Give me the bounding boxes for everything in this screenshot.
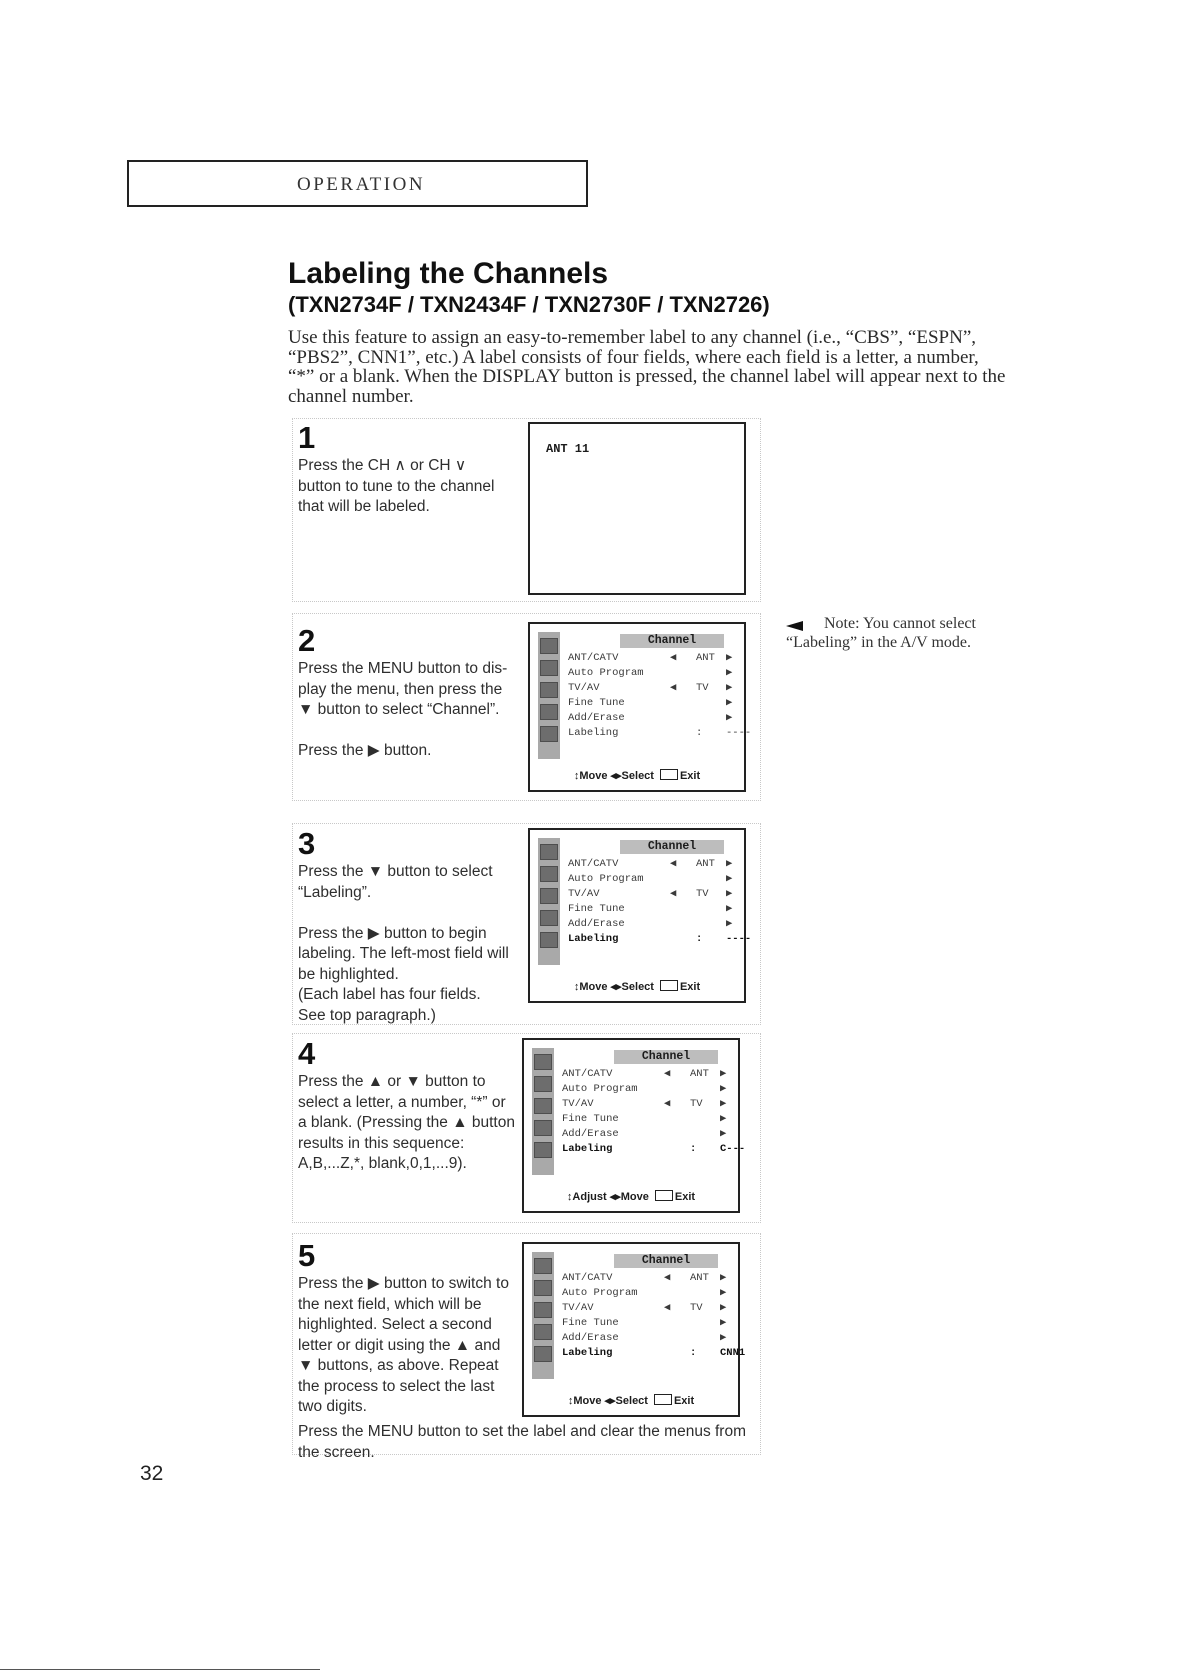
left-arrow-icon: ◀ <box>664 1272 671 1284</box>
menu-header: Channel <box>620 634 724 648</box>
footer-hint-exit: Exit <box>674 1191 696 1203</box>
channel-menu-screen <box>522 1038 746 1213</box>
menu-header: Channel <box>614 1050 718 1064</box>
menu-item <box>568 681 738 696</box>
right-arrow-icon: ▶ <box>726 667 733 679</box>
menu-item <box>562 1067 732 1082</box>
menu-item-value: : <box>696 727 703 739</box>
menu-item <box>568 872 738 887</box>
menu-category-icon <box>534 1098 552 1114</box>
menu-item <box>568 666 738 681</box>
menu-item <box>568 887 738 902</box>
footer-hint-exit: Exit <box>673 1395 695 1407</box>
step-text: Press the MENU button to dis- play the menu, then press the ▼ button to select “Channel”. Press the ▶ button. <box>298 660 508 759</box>
menu-item <box>568 932 752 947</box>
menu-item <box>568 917 738 932</box>
menu-header: Channel <box>620 840 724 854</box>
menu-button-icon <box>660 769 678 780</box>
intro-paragraph: Use this feature to assign an easy-to-remember label to any channel (i.e., “CBS”, “ESPN”, “PBS2”, CNN1”, etc.) A label consists of four fields, where each field is a letter, a number, “*” or a blank. When the DISPLAY button is pressed, the channel label will appear next to the channel number. <box>288 327 1006 407</box>
menu-list <box>568 651 752 741</box>
menu-item <box>568 651 738 666</box>
menu-item-value: TV <box>690 1098 703 1110</box>
menu-item-label: Fine Tune <box>568 903 625 915</box>
menu-item-value: : <box>690 1143 697 1155</box>
menu-footer <box>536 1394 726 1407</box>
right-arrow-icon: ▶ <box>726 918 733 930</box>
menu-item-value: ANT <box>696 858 715 870</box>
menu-category-icon <box>540 932 558 948</box>
step-text: Press the CH ∧ or CH ∨ button to tune to the channel that will be labeled. <box>298 457 495 515</box>
footer-hint-2: ◂▸Select <box>604 1395 648 1407</box>
step-1 <box>298 422 518 518</box>
menu-item-label: Labeling <box>568 933 619 945</box>
right-arrow-icon: ▶ <box>720 1272 727 1284</box>
labeling-value: C--- <box>720 1143 746 1155</box>
menu-item-label: Fine Tune <box>562 1113 619 1125</box>
menu-item-label: Labeling <box>568 727 619 739</box>
menu-category-icon <box>534 1346 552 1362</box>
menu-item-label: Add/Erase <box>562 1128 619 1140</box>
left-arrow-icon: ◀ <box>670 682 677 694</box>
menu-item-label: Add/Erase <box>568 918 625 930</box>
step-number: 5 <box>298 1238 316 1273</box>
left-arrow-icon: ◀ <box>664 1302 671 1314</box>
note-text: Note: You cannot select “Labeling” in the A/V mode. <box>786 615 976 651</box>
menu-item-label: Auto Program <box>562 1287 638 1299</box>
menu-button-icon <box>654 1394 672 1405</box>
step-text: Press the ▲ or ▼ button to select a letter, a number, “*” or a blank. (Pressing the ▲ button results in this sequence: A,B,...Z,*, blank,0,1,...9). <box>298 1073 515 1172</box>
menu-item-value: TV <box>690 1302 703 1314</box>
menu-item-value: ANT <box>690 1272 709 1284</box>
menu-category-icon <box>534 1258 552 1274</box>
menu-item <box>568 902 738 917</box>
footer-hint-exit: Exit <box>679 981 701 993</box>
menu-item-value: : <box>696 933 703 945</box>
menu-item <box>568 711 738 726</box>
menu-sidebar <box>538 838 560 965</box>
step-number: 4 <box>298 1036 316 1071</box>
menu-item-value: TV <box>696 682 709 694</box>
menu-item-label: ANT/CATV <box>568 858 619 870</box>
menu-item-label: Auto Program <box>562 1083 638 1095</box>
menu-item <box>562 1331 732 1346</box>
menu-category-icon <box>534 1076 552 1092</box>
menu-item-label: ANT/CATV <box>568 652 619 664</box>
left-arrow-icon: ◀ <box>664 1068 671 1080</box>
menu-list <box>562 1271 746 1361</box>
menu-category-icon <box>534 1054 552 1070</box>
menu-item-label: Fine Tune <box>568 697 625 709</box>
right-arrow-icon: ▶ <box>726 712 733 724</box>
menu-item-label: TV/AV <box>562 1098 594 1110</box>
menu-category-icon <box>540 844 558 860</box>
footer-rule <box>0 1669 320 1670</box>
menu-category-icon <box>540 888 558 904</box>
right-arrow-icon: ▶ <box>720 1113 727 1125</box>
menu-item-label: Add/Erase <box>562 1332 619 1344</box>
menu-footer <box>542 769 732 782</box>
menu-item <box>568 857 738 872</box>
menu-category-icon <box>540 660 558 676</box>
menu-item-label: TV/AV <box>562 1302 594 1314</box>
page-number: 32 <box>140 1462 164 1485</box>
menu-item <box>562 1112 732 1127</box>
right-arrow-icon: ▶ <box>726 682 733 694</box>
menu-item <box>568 696 738 711</box>
menu-category-icon <box>540 682 558 698</box>
menu-footer <box>536 1190 726 1203</box>
left-arrow-icon: ◀ <box>670 858 677 870</box>
menu-category-icon <box>540 704 558 720</box>
page-subtitle: (TXN2734F / TXN2434F / TXN2730F / TXN2726) <box>288 292 770 317</box>
right-arrow-icon: ▶ <box>720 1287 727 1299</box>
menu-sidebar <box>532 1252 554 1379</box>
right-arrow-icon: ▶ <box>720 1332 727 1344</box>
footer-hint-2: ◂▸Select <box>610 770 654 782</box>
menu-item-value: ANT <box>690 1068 709 1080</box>
menu-item-value: : <box>690 1347 697 1359</box>
right-arrow-icon: ▶ <box>720 1068 727 1080</box>
menu-category-icon <box>534 1280 552 1296</box>
right-arrow-icon: ▶ <box>720 1302 727 1314</box>
menu-item <box>562 1316 732 1331</box>
menu-button-icon <box>655 1190 673 1201</box>
step-text: Press the ▼ button to select “Labeling”. Press the ▶ button to begin labeling. The left-most field will be highlighted. (Each label has four fields. See top paragraph.) <box>298 863 509 1024</box>
left-arrow-icon: ◀ <box>670 888 677 900</box>
labeling-value: CNN1 <box>720 1347 746 1359</box>
right-arrow-icon: ▶ <box>720 1128 727 1140</box>
menu-category-icon <box>540 726 558 742</box>
menu-item-value: ANT <box>696 652 715 664</box>
menu-category-icon <box>540 910 558 926</box>
channel-menu-screen <box>528 622 752 792</box>
menu-category-icon <box>540 866 558 882</box>
menu-item-label: Fine Tune <box>562 1317 619 1329</box>
right-arrow-icon: ▶ <box>726 652 733 664</box>
footer-hint-1: ↕Move <box>573 981 608 993</box>
footer-hint-1: ↕Move <box>573 770 608 782</box>
left-arrow-icon: ◀ <box>664 1098 671 1110</box>
menu-category-icon <box>534 1302 552 1318</box>
menu-item-label: Labeling <box>562 1143 613 1155</box>
menu-footer <box>542 980 732 993</box>
menu-list <box>562 1067 746 1157</box>
right-arrow-icon: ▶ <box>726 858 733 870</box>
footer-hint-exit: Exit <box>679 770 701 782</box>
right-arrow-icon: ▶ <box>720 1317 727 1329</box>
closing-instruction: Press the MENU button to set the label and clear the menus from the screen. <box>298 1423 747 1461</box>
menu-item-label: Add/Erase <box>568 712 625 724</box>
step-3 <box>298 828 518 1026</box>
channel-menu-screen <box>522 1242 746 1417</box>
labeling-value: ---- <box>726 933 752 945</box>
menu-button-icon <box>660 980 678 991</box>
channel-menu-screen <box>528 828 752 1003</box>
menu-list <box>568 857 752 947</box>
step-5 <box>298 1240 518 1418</box>
channel-indicator: ANT 11 <box>546 442 590 456</box>
menu-item-label: TV/AV <box>568 682 600 694</box>
menu-category-icon <box>534 1120 552 1136</box>
menu-item <box>562 1301 732 1316</box>
left-arrow-icon: ◀ <box>670 652 677 664</box>
footer-hint-1: ↕Adjust <box>566 1191 607 1203</box>
step-number: 1 <box>298 420 316 455</box>
menu-item <box>562 1142 746 1157</box>
menu-item <box>562 1082 732 1097</box>
step-4 <box>298 1038 518 1175</box>
menu-category-icon <box>534 1324 552 1340</box>
tv-screen-channel <box>528 422 746 595</box>
menu-item-label: ANT/CATV <box>562 1272 613 1284</box>
menu-item-label: TV/AV <box>568 888 600 900</box>
menu-item <box>562 1346 746 1361</box>
menu-sidebar <box>532 1048 554 1175</box>
menu-item <box>568 726 752 741</box>
footer-hint-2: ◂▸Move <box>609 1191 649 1203</box>
step-number: 2 <box>298 623 316 658</box>
page-title: Labeling the Channels <box>288 257 609 290</box>
menu-item <box>562 1286 732 1301</box>
menu-item-label: Auto Program <box>568 873 644 885</box>
right-arrow-icon: ▶ <box>720 1083 727 1095</box>
footer-hint-1: ↕Move <box>567 1395 602 1407</box>
step-2 <box>298 625 518 762</box>
right-arrow-icon: ▶ <box>726 873 733 885</box>
menu-item <box>562 1271 732 1286</box>
right-arrow-icon: ▶ <box>726 903 733 915</box>
menu-item-value: TV <box>696 888 709 900</box>
menu-item-label: ANT/CATV <box>562 1068 613 1080</box>
menu-item <box>562 1097 732 1112</box>
menu-header: Channel <box>614 1254 718 1268</box>
menu-item-label: Auto Program <box>568 667 644 679</box>
section-header-text: OPERATION <box>297 174 426 195</box>
menu-category-icon <box>534 1142 552 1158</box>
right-arrow-icon: ▶ <box>726 697 733 709</box>
menu-item <box>562 1127 732 1142</box>
footer-hint-2: ◂▸Select <box>610 981 654 993</box>
right-arrow-icon: ▶ <box>720 1098 727 1110</box>
menu-category-icon <box>540 638 558 654</box>
step-text: Press the ▶ button to switch to the next field, which will be highlighted. Select a second letter or digit using the ▲ and ▼ buttons, as above. Repeat the process to select the last two digits. <box>298 1275 509 1415</box>
step-number: 3 <box>298 826 316 861</box>
menu-item-label: Labeling <box>562 1347 613 1359</box>
labeling-value: ---- <box>726 727 752 739</box>
menu-sidebar <box>538 632 560 759</box>
right-arrow-icon: ▶ <box>726 888 733 900</box>
